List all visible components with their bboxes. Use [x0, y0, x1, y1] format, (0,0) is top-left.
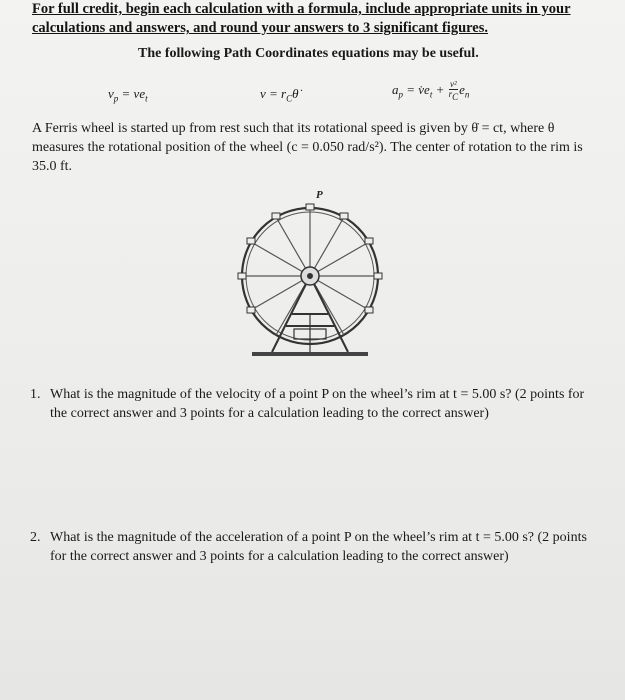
ferris-wheel-figure: [230, 184, 390, 362]
equation-speed: $v = r_C\thetȧ$: [260, 86, 299, 104]
question-1-number: 1.: [30, 387, 41, 402]
question-1-text: What is the magnitude of the velocity of a point P on the wheel’s rim at t = 5.00 s? (2 points for the correct answer and 3 points for a calculation leading to the correct answer): [50, 387, 585, 421]
equation-velocity-vector: $v_p = ve_t$: [108, 86, 148, 104]
problem-statement: A Ferris wheel is started up from rest such that its rotational speed is given by θ̇ = ct, where θ measures the rotational position of the wheel (c = 0.050 rad/s²). The center of rotation to the rim is 35.0 ft.: [32, 121, 583, 174]
ferris-wheel-drawing: [230, 184, 390, 362]
base-plate: [252, 352, 368, 356]
equation-acceleration: $a_p$ = $v̇e_t$ + $\frac{\text{v²}}{r_C}$ $e_n$: [392, 79, 470, 102]
instructions-line-1: For full credit, begin each calculation with a formula, include appropriate units in your: [32, 1, 571, 17]
instructions-line-2: calculations and answers, and round your answers to 3 significant figures.: [32, 20, 489, 36]
equations-subheading: The following Path Coordinates equations may be useful.: [138, 46, 479, 61]
support-frame: [272, 276, 348, 352]
question-2-text: What is the magnitude of the acceleration of a point P on the wheel’s rim at t = 5.00 s? (2 points for the correct answer and 3 points for a calculation leading to the correct answer): [50, 530, 587, 564]
question-2-number: 2.: [30, 530, 41, 545]
point-p-label: P: [316, 189, 323, 201]
question-2: [30, 528, 595, 566]
instructions-header: [32, 0, 622, 38]
question-1: [30, 385, 595, 423]
hub-axle: [307, 273, 313, 279]
